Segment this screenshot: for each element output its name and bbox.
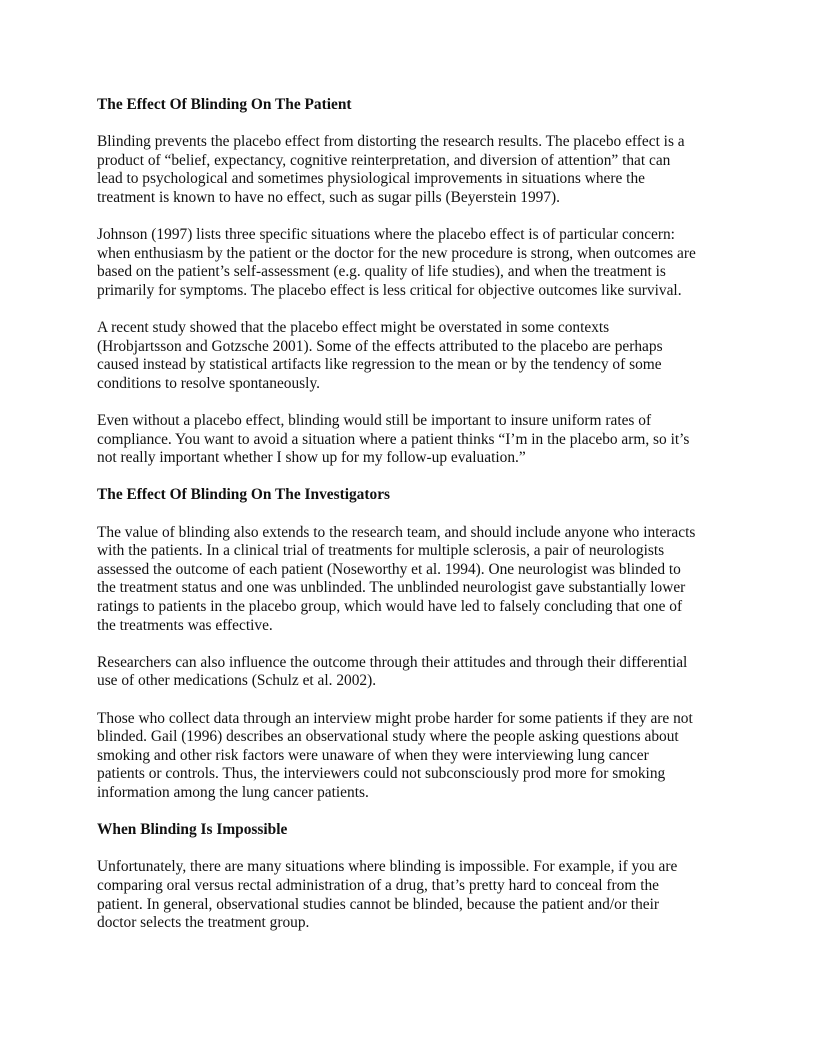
text-line: The value of blinding also extends to the research team, and should include anyone who interacts [97,523,696,541]
text-line: Those who collect data through an interview might probe harder for some patients if they are not [97,709,693,727]
section-heading: When Blinding Is Impossible [97,821,288,839]
paragraph [97,654,737,691]
paragraph [97,858,737,932]
text-line: not really important whether I show up for my follow-up evaluation.” [97,449,526,467]
text-line: Unfortunately, there are many situations where blinding is impossible. For example, if you are [97,858,678,876]
text-line: A recent study showed that the placebo effect might be overstated in some contexts [97,319,610,337]
paragraph [97,524,737,636]
text-line: patients or controls. Thus, the interviewers could not subconsciously prod more for smoking [97,765,666,783]
text-line: treatment is known to have no effect, such as sugar pills (Beyerstein 1997). [97,188,561,206]
text-line: patient. In general, observational studies cannot be blinded, because the patient and/or their [97,895,659,913]
paragraph [97,412,737,468]
paragraph [97,133,737,207]
text-line: Blinding prevents the placebo effect from distorting the research results. The placebo effect is a [97,133,685,151]
section-investigators [97,486,737,802]
text-line: caused instead by statistical artifacts like regression to the mean or by the tendency of some [97,356,662,374]
section-patient [97,96,737,468]
text-line: lead to psychological and sometimes physiological improvements in situations where the [97,170,645,188]
section-impossible [97,821,737,933]
text-line: (Hrobjartsson and Gotzsche 2001). Some of the effects attributed to the placebo are perhaps [97,337,663,355]
section-heading: The Effect Of Blinding On The Investigators [97,486,391,504]
text-line: ratings to patients in the placebo group, which would have led to falsely concluding that one of [97,598,683,616]
text-line: comparing oral versus rectal administration of a drug, that’s pretty hard to conceal from the [97,876,659,894]
text-line: conditions to resolve spontaneously. [97,374,320,392]
text-line: Researchers can also influence the outcome through their attitudes and through their differential [97,653,688,671]
paragraph [97,226,737,300]
text-line: doctor selects the treatment group. [97,914,310,932]
text-line: Even without a placebo effect, blinding would still be important to insure uniform rates of [97,412,652,430]
text-line: information among the lung cancer patients. [97,783,369,801]
text-line: the treatment status and one was unblinded. The unblinded neurologist gave substantially lower [97,579,686,597]
section-heading: The Effect Of Blinding On The Patient [97,96,352,113]
text-line: with the patients. In a clinical trial of treatments for multiple sclerosis, a pair of neurologists [97,542,665,560]
text-line: compliance. You want to avoid a situation where a patient thinks “I’m in the placebo arm, so it’s [97,430,690,448]
document-page [97,96,737,951]
text-line: based on the patient’s self-assessment (e.g. quality of life studies), and when the treatment is [97,263,666,281]
text-line: primarily for symptoms. The placebo effect is less critical for objective outcomes like survival. [97,281,682,299]
text-line: the treatments was effective. [97,616,273,634]
text-line: assessed the outcome of each patient (Noseworthy et al. 1994). One neurologist was blinded to [97,560,681,578]
paragraph [97,319,737,393]
text-line: use of other medications (Schulz et al. 2002). [97,672,377,690]
text-line: blinded. Gail (1996) describes an observational study where the people asking questions about [97,728,679,746]
text-line: Johnson (1997) lists three specific situations where the placebo effect is of particular concern: [97,226,675,244]
text-line: when enthusiasm by the patient or the doctor for the new procedure is strong, when outcomes are [97,244,696,262]
paragraph [97,710,737,803]
text-line: smoking and other risk factors were unaware of when they were interviewing lung cancer [97,746,649,764]
text-line: product of “belief, expectancy, cognitive reinterpretation, and diversion of attention” that can [97,151,671,169]
